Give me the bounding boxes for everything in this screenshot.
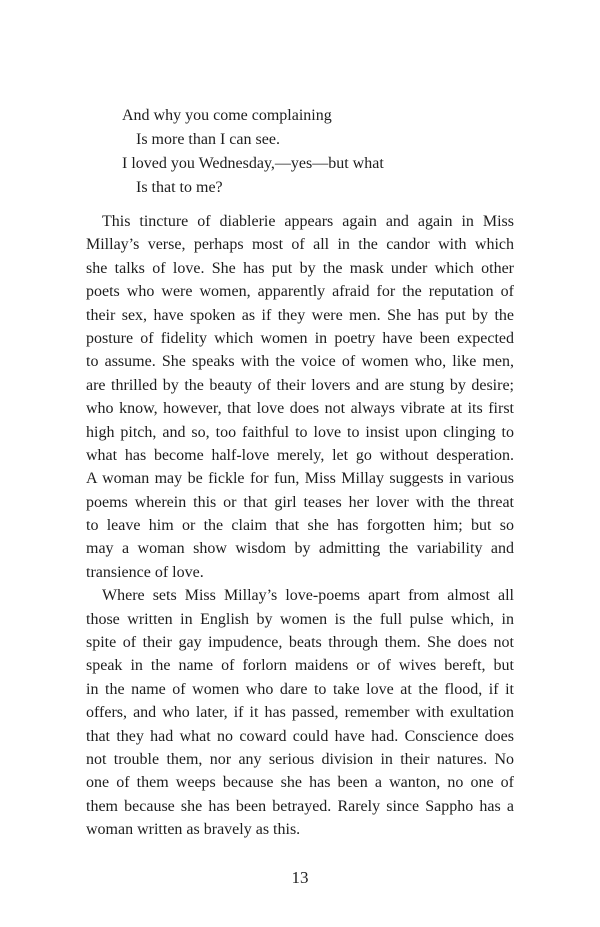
text-line: to leave him or the claim that she has forgotten him; but so xyxy=(86,517,514,535)
text-line: posture of fidelity which women in poetry have been expected xyxy=(86,329,514,347)
text-line: their sex, have spoken as if they were men. She has put by the xyxy=(86,306,514,324)
body-text xyxy=(86,210,514,842)
page-number: 13 xyxy=(291,868,309,887)
text-line: them because she has been betrayed. Rarely since Sappho has a xyxy=(86,797,514,815)
verse-quotation xyxy=(122,104,502,200)
text-line: poems wherein this or that girl teases her lover with the threat xyxy=(86,493,514,511)
text-line: spite of their gay impudence, beats through them. She does not xyxy=(86,634,514,652)
paragraph-2 xyxy=(86,584,514,841)
text-line: that they had what no coward could have had. Conscience does xyxy=(86,727,514,745)
text-line: she talks of love. She has put by the mask under which other xyxy=(86,259,514,277)
text-line: transience of love. xyxy=(86,563,204,581)
text-line: in the name of women who dare to take love at the flood, if it xyxy=(86,680,514,698)
text-line: A woman may be fickle for fun, Miss Millay suggests in various xyxy=(86,470,514,488)
text-line: This tincture of diablerie appears again and again in Miss xyxy=(102,213,514,230)
verse-line: I loved you Wednesday,—yes—but what xyxy=(122,155,384,172)
text-line: to assume. She speaks with the voice of women who, like men, xyxy=(86,353,514,371)
verse-line: Is that to me? xyxy=(136,179,223,196)
text-line: one of them weeps because she has been a wanton, no one of xyxy=(86,774,514,792)
text-line: offers, and who later, if it has passed, remember with exultation xyxy=(86,704,514,722)
verse-line: Is more than I can see. xyxy=(136,131,280,148)
text-line: poets who were women, apparently afraid for the reputation of xyxy=(86,283,514,301)
text-line: who know, however, that love does not always vibrate at its first xyxy=(86,400,514,418)
verse-line: And why you come complaining xyxy=(122,107,332,124)
text-line: speak in the name of forlorn maidens or of wives bereft, but xyxy=(86,657,514,675)
text-line: Where sets Miss Millay’s love-poems apart from almost all xyxy=(102,587,514,605)
paragraph-1 xyxy=(86,210,514,584)
text-line: what has become half-love merely, let go without desperation. xyxy=(86,446,514,464)
text-line: not trouble them, nor any serious division in their natures. No xyxy=(86,750,514,768)
text-line: may a woman show wisdom by admitting the variability and xyxy=(86,540,514,558)
text-line: high pitch, and so, too faithful to love to insist upon clinging to xyxy=(86,423,514,441)
text-line: those written in English by women is the full pulse which, in xyxy=(86,610,514,628)
text-line: Millay’s verse, perhaps most of all in the candor with which xyxy=(86,236,514,254)
text-line: woman written as bravely as this. xyxy=(86,821,301,839)
text-line: are thrilled by the beauty of their lovers and are stung by desire; xyxy=(86,376,514,394)
